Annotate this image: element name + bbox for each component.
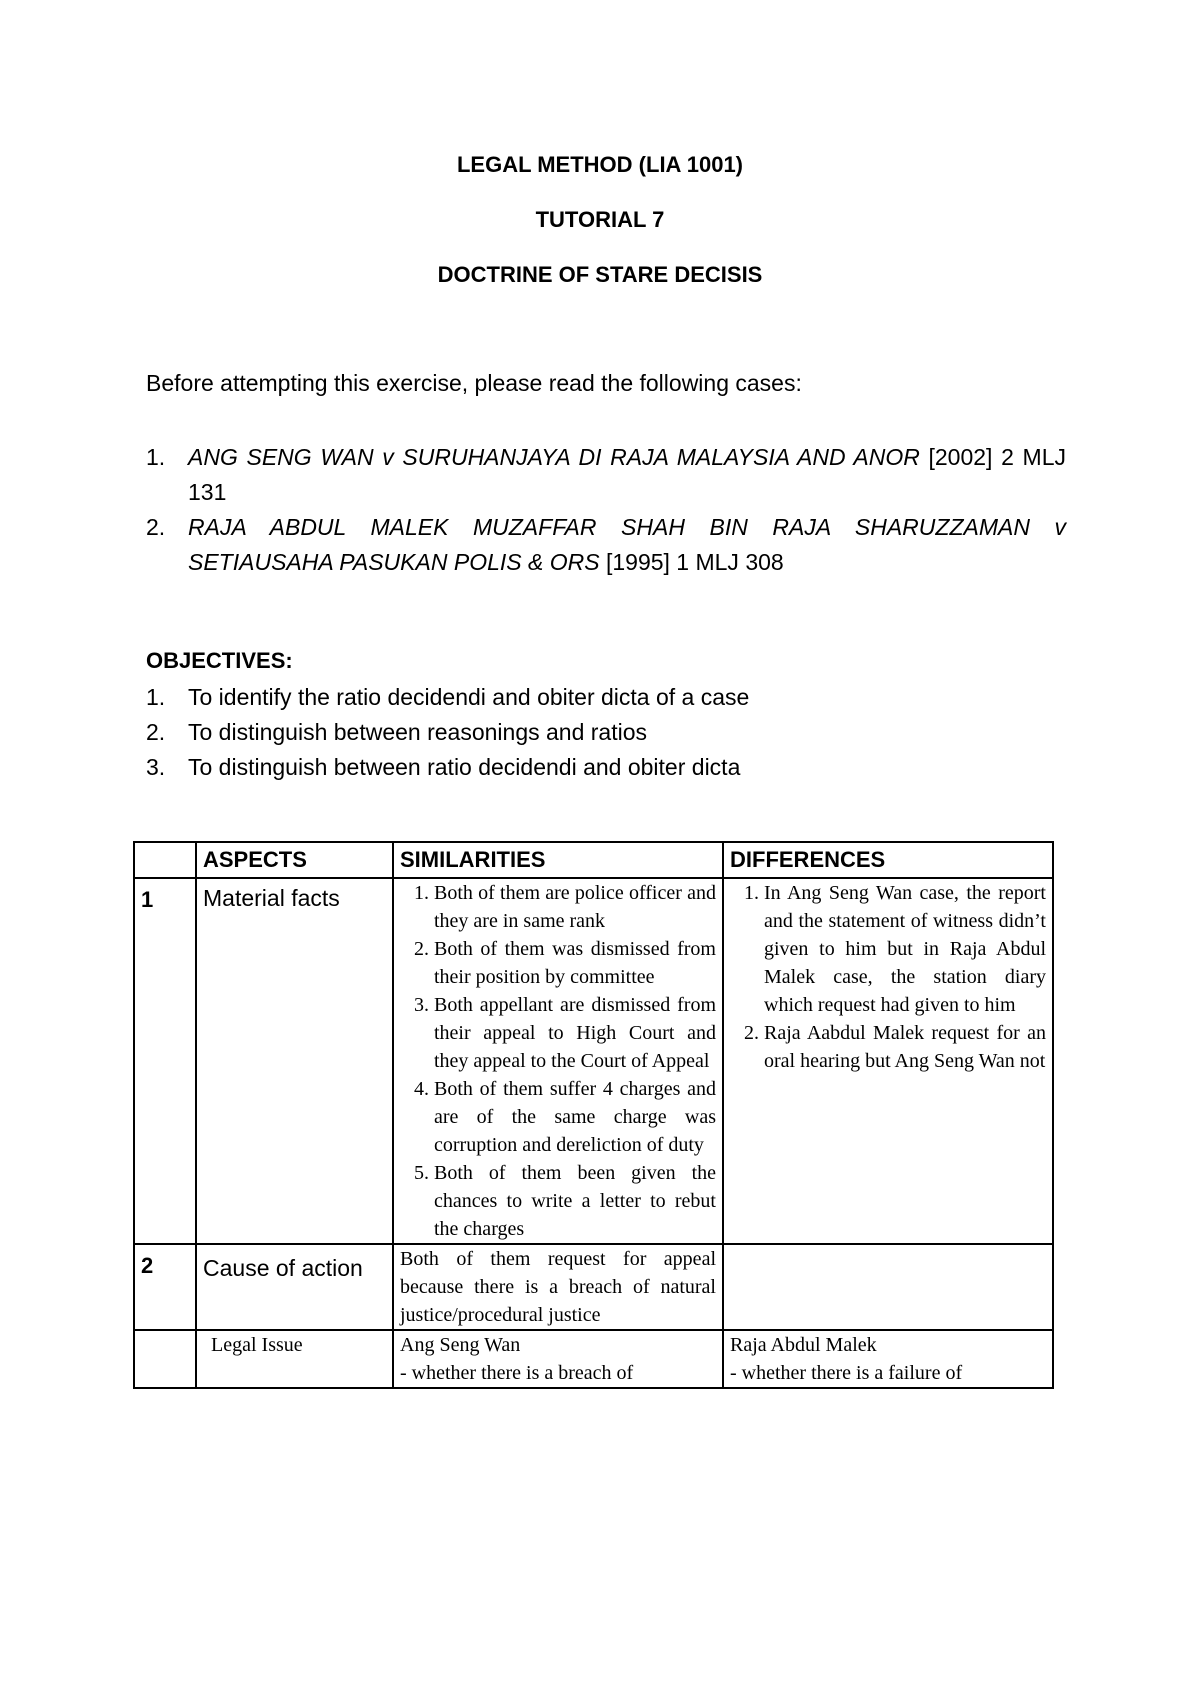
case-label: Ang Seng Wan [400,1334,521,1356]
case-name: RAJA ABDUL MALEK MUZAFFAR SHAH BIN RAJA SHARUZZAMAN v SETIAUSAHA PASUKAN POLIS & ORS [188,514,1066,575]
list-item: 2. Both of them was dismissed from their position by committee [434,935,716,991]
case-number: 2. [146,514,166,540]
table-row [134,1244,1053,1330]
tutorial-title: TUTORIAL 7 [535,207,665,232]
case-label: Raja Abdul Malek [730,1334,877,1356]
table-row [134,1330,1053,1388]
differences-cell [723,1330,1053,1388]
objectives-list [146,680,749,785]
header-aspects: ASPECTS [196,842,393,878]
similarities-cell [393,878,723,1244]
aspect-cell: Material facts [196,878,393,1244]
aspect-cell: Cause of action [196,1244,393,1330]
list-item: 3. Both appellant are dismissed from their appeal to High Court and they appeal to the Court of Appeal [434,991,716,1075]
row-number: 2 [134,1244,196,1330]
case-name: ANG SENG WAN v SURUHANJAYA DI RAJA MALAYSIA AND ANOR [188,444,920,470]
case-reference [188,440,1066,510]
similarities-cell: Both of them request for appeal because there is a breach of natural justice/procedural justice [393,1244,723,1330]
similarities-list [400,879,716,1243]
objective-number: 3. [146,754,166,780]
case-item [146,440,1066,510]
objective-text: To identify the ratio decidendi and obiter dicta of a case [188,684,750,710]
objective-number: 2. [146,719,166,745]
table-row [134,878,1053,1244]
objective-item [146,750,749,785]
header-differences: DIFFERENCES [723,842,1053,878]
row-number: 1 [134,878,196,1244]
differences-list [730,879,1046,1075]
list-item: 4. Both of them suffer 4 charges and are of the same charge was corruption and dereliction of duty [434,1075,716,1159]
aspect-cell: Legal Issue [196,1330,393,1388]
list-item: 1. Both of them are police officer and they are in same rank [434,879,716,935]
list-item: 5. Both of them been given the chances to write a letter to rebut the charges [434,1159,716,1243]
case-reference [188,510,1066,580]
objectives-heading: OBJECTIVES: [146,648,293,673]
objective-text: To distinguish between reasonings and ratios [188,719,648,745]
case-number: 1. [146,444,166,470]
row-number [134,1330,196,1388]
objective-item [146,715,749,750]
intro-text: Before attempting this exercise, please read the following cases: [146,370,802,396]
objective-item [146,680,749,715]
list-item: 2. Raja Aabdul Malek request for an oral hearing but Ang Seng Wan not [764,1019,1046,1075]
case-list [146,440,1066,580]
issue-text: - whether there is a failure of [730,1362,963,1384]
objective-number: 1. [146,684,166,710]
course-title: LEGAL METHOD (LIA 1001) [456,152,744,177]
similarities-cell [393,1330,723,1388]
topic-title: DOCTRINE OF STARE DECISIS [437,262,763,287]
list-item: 1. In Ang Seng Wan case, the report and the statement of witness didn’t given to him but in Raja Abdul Malek case, the station diary which request had given to him [764,879,1046,1019]
case-item [146,510,1066,580]
differences-cell [723,1244,1053,1330]
issue-text: - whether there is a breach of [400,1362,634,1384]
comparison-table [133,841,1054,1389]
objective-text: To distinguish between ratio decidendi and obiter dicta [188,754,741,780]
differences-cell [723,878,1053,1244]
header-num [134,842,196,878]
case-citation: [1995] 1 MLJ 308 [599,549,784,575]
table-header-row [134,842,1053,878]
header-similarities: SIMILARITIES [393,842,723,878]
case-citation: [2002] 2 MLJ 131 [188,444,1067,505]
